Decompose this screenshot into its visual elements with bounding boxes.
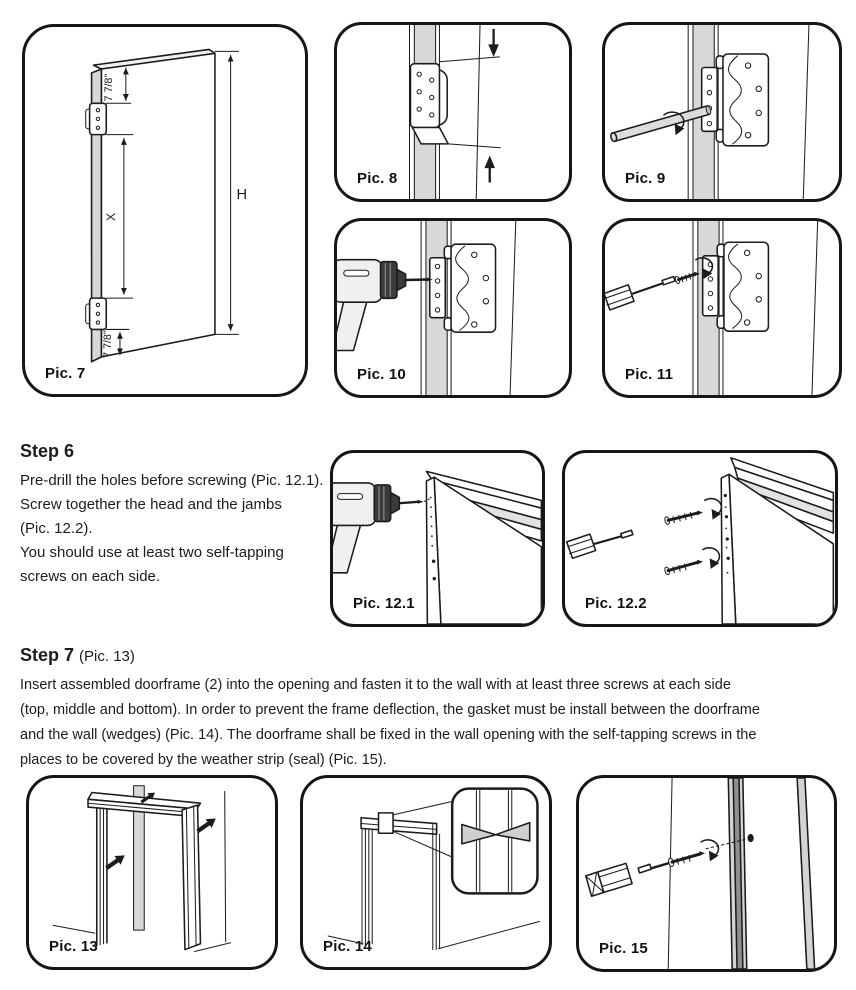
figure-caption-pic12-2: Pic. 12.2 — [585, 595, 647, 612]
rotation-arrow-icon — [703, 548, 720, 569]
figure-caption-pic7: Pic. 7 — [45, 365, 86, 382]
screw-icon — [664, 510, 703, 524]
screw-hole-dot — [748, 834, 754, 842]
figure-panel-pic12-1 — [330, 450, 545, 627]
figure-caption-pic11: Pic. 11 — [625, 366, 674, 383]
figure-caption-pic8: Pic. 8 — [357, 170, 398, 187]
figure-panel-pic10 — [334, 218, 572, 398]
screwdriver-icon — [586, 863, 668, 896]
step6-text-line: Pre-drill the holes before screwing (Pic. 12.1). — [20, 472, 324, 489]
step7-section — [20, 645, 760, 773]
figure-panel-pic8 — [334, 22, 572, 202]
rotation-arrow-icon — [701, 840, 718, 861]
figure-panel-pic7 — [22, 24, 308, 397]
alignment-arrow-down — [488, 29, 499, 57]
figure-caption-pic9: Pic. 9 — [625, 170, 666, 187]
screw-icon — [664, 560, 703, 575]
step6-title: Step 6 — [20, 441, 75, 461]
step6-text-line: Screw together the head and the jambs — [20, 496, 282, 513]
door-dimensions-illustration — [25, 27, 305, 394]
hinge-icon — [702, 54, 769, 146]
step7-title-note: (Pic. 13) — [79, 648, 135, 665]
step6-section — [20, 441, 323, 589]
figure-caption-pic14: Pic. 14 — [323, 938, 372, 955]
step7-text-line: and the wall (wedges) (Pic. 14). The doorframe shall be fixed in the wall opening with the self-tapping screws in the — [20, 727, 757, 743]
dim-label-top: 7 7/8" — [103, 73, 116, 102]
callout-detail — [452, 789, 537, 894]
figure-caption-pic10: Pic. 10 — [357, 366, 406, 383]
figure-panel-pic13 — [26, 775, 278, 970]
hinge-icon — [86, 103, 107, 134]
screwdriver-icon — [567, 530, 633, 558]
figure-caption-pic13: Pic. 13 — [49, 938, 98, 955]
figure-panel-pic11 — [602, 218, 842, 398]
figure-panel-pic12-2 — [562, 450, 838, 627]
step6-text-line: (Pic. 12.2). — [20, 520, 93, 537]
hinge-icon — [410, 64, 448, 144]
screw-icon — [675, 272, 700, 284]
screwdriver-icon — [605, 277, 675, 310]
gasket-highlight-box — [379, 813, 394, 833]
step7-text-line: Insert assembled doorframe (2) into the opening and fasten it to the wall with at least three screws at each side — [20, 677, 731, 693]
dim-label-middle: X — [104, 212, 119, 221]
dim-label-bottom: 7 7/8" — [102, 330, 115, 359]
step7-text-line: (top, middle and bottom). In order to prevent the frame deflection, the gasket must be install between the doorframe — [20, 702, 760, 718]
doorframe — [361, 818, 440, 950]
screw-icon — [668, 851, 705, 867]
weather-strip — [728, 778, 746, 969]
figure-panel-pic14 — [300, 775, 552, 970]
figure-panel-pic15 — [576, 775, 837, 972]
alignment-arrow-up — [484, 156, 495, 183]
step7-title — [20, 645, 760, 666]
drill-icon — [337, 260, 433, 351]
hinge-icon — [86, 298, 107, 329]
step7-text-line: places to be covered by the weather strip (seal) (Pic. 15). — [20, 752, 387, 768]
step6-text-line: You should use at least two self-tapping — [20, 544, 284, 561]
drill-icon — [333, 483, 429, 573]
weather-strip — [797, 778, 814, 969]
rotation-arrow-icon — [705, 499, 722, 520]
step6-text-line: screws on each side. — [20, 568, 161, 585]
figure-caption-pic12-1: Pic. 12.1 — [353, 595, 415, 612]
figure-caption-pic15: Pic. 15 — [599, 940, 648, 957]
figure-panel-pic9 — [602, 22, 842, 202]
step7-title-text: Step 7 — [20, 645, 75, 665]
dim-label-height: H — [236, 187, 248, 204]
